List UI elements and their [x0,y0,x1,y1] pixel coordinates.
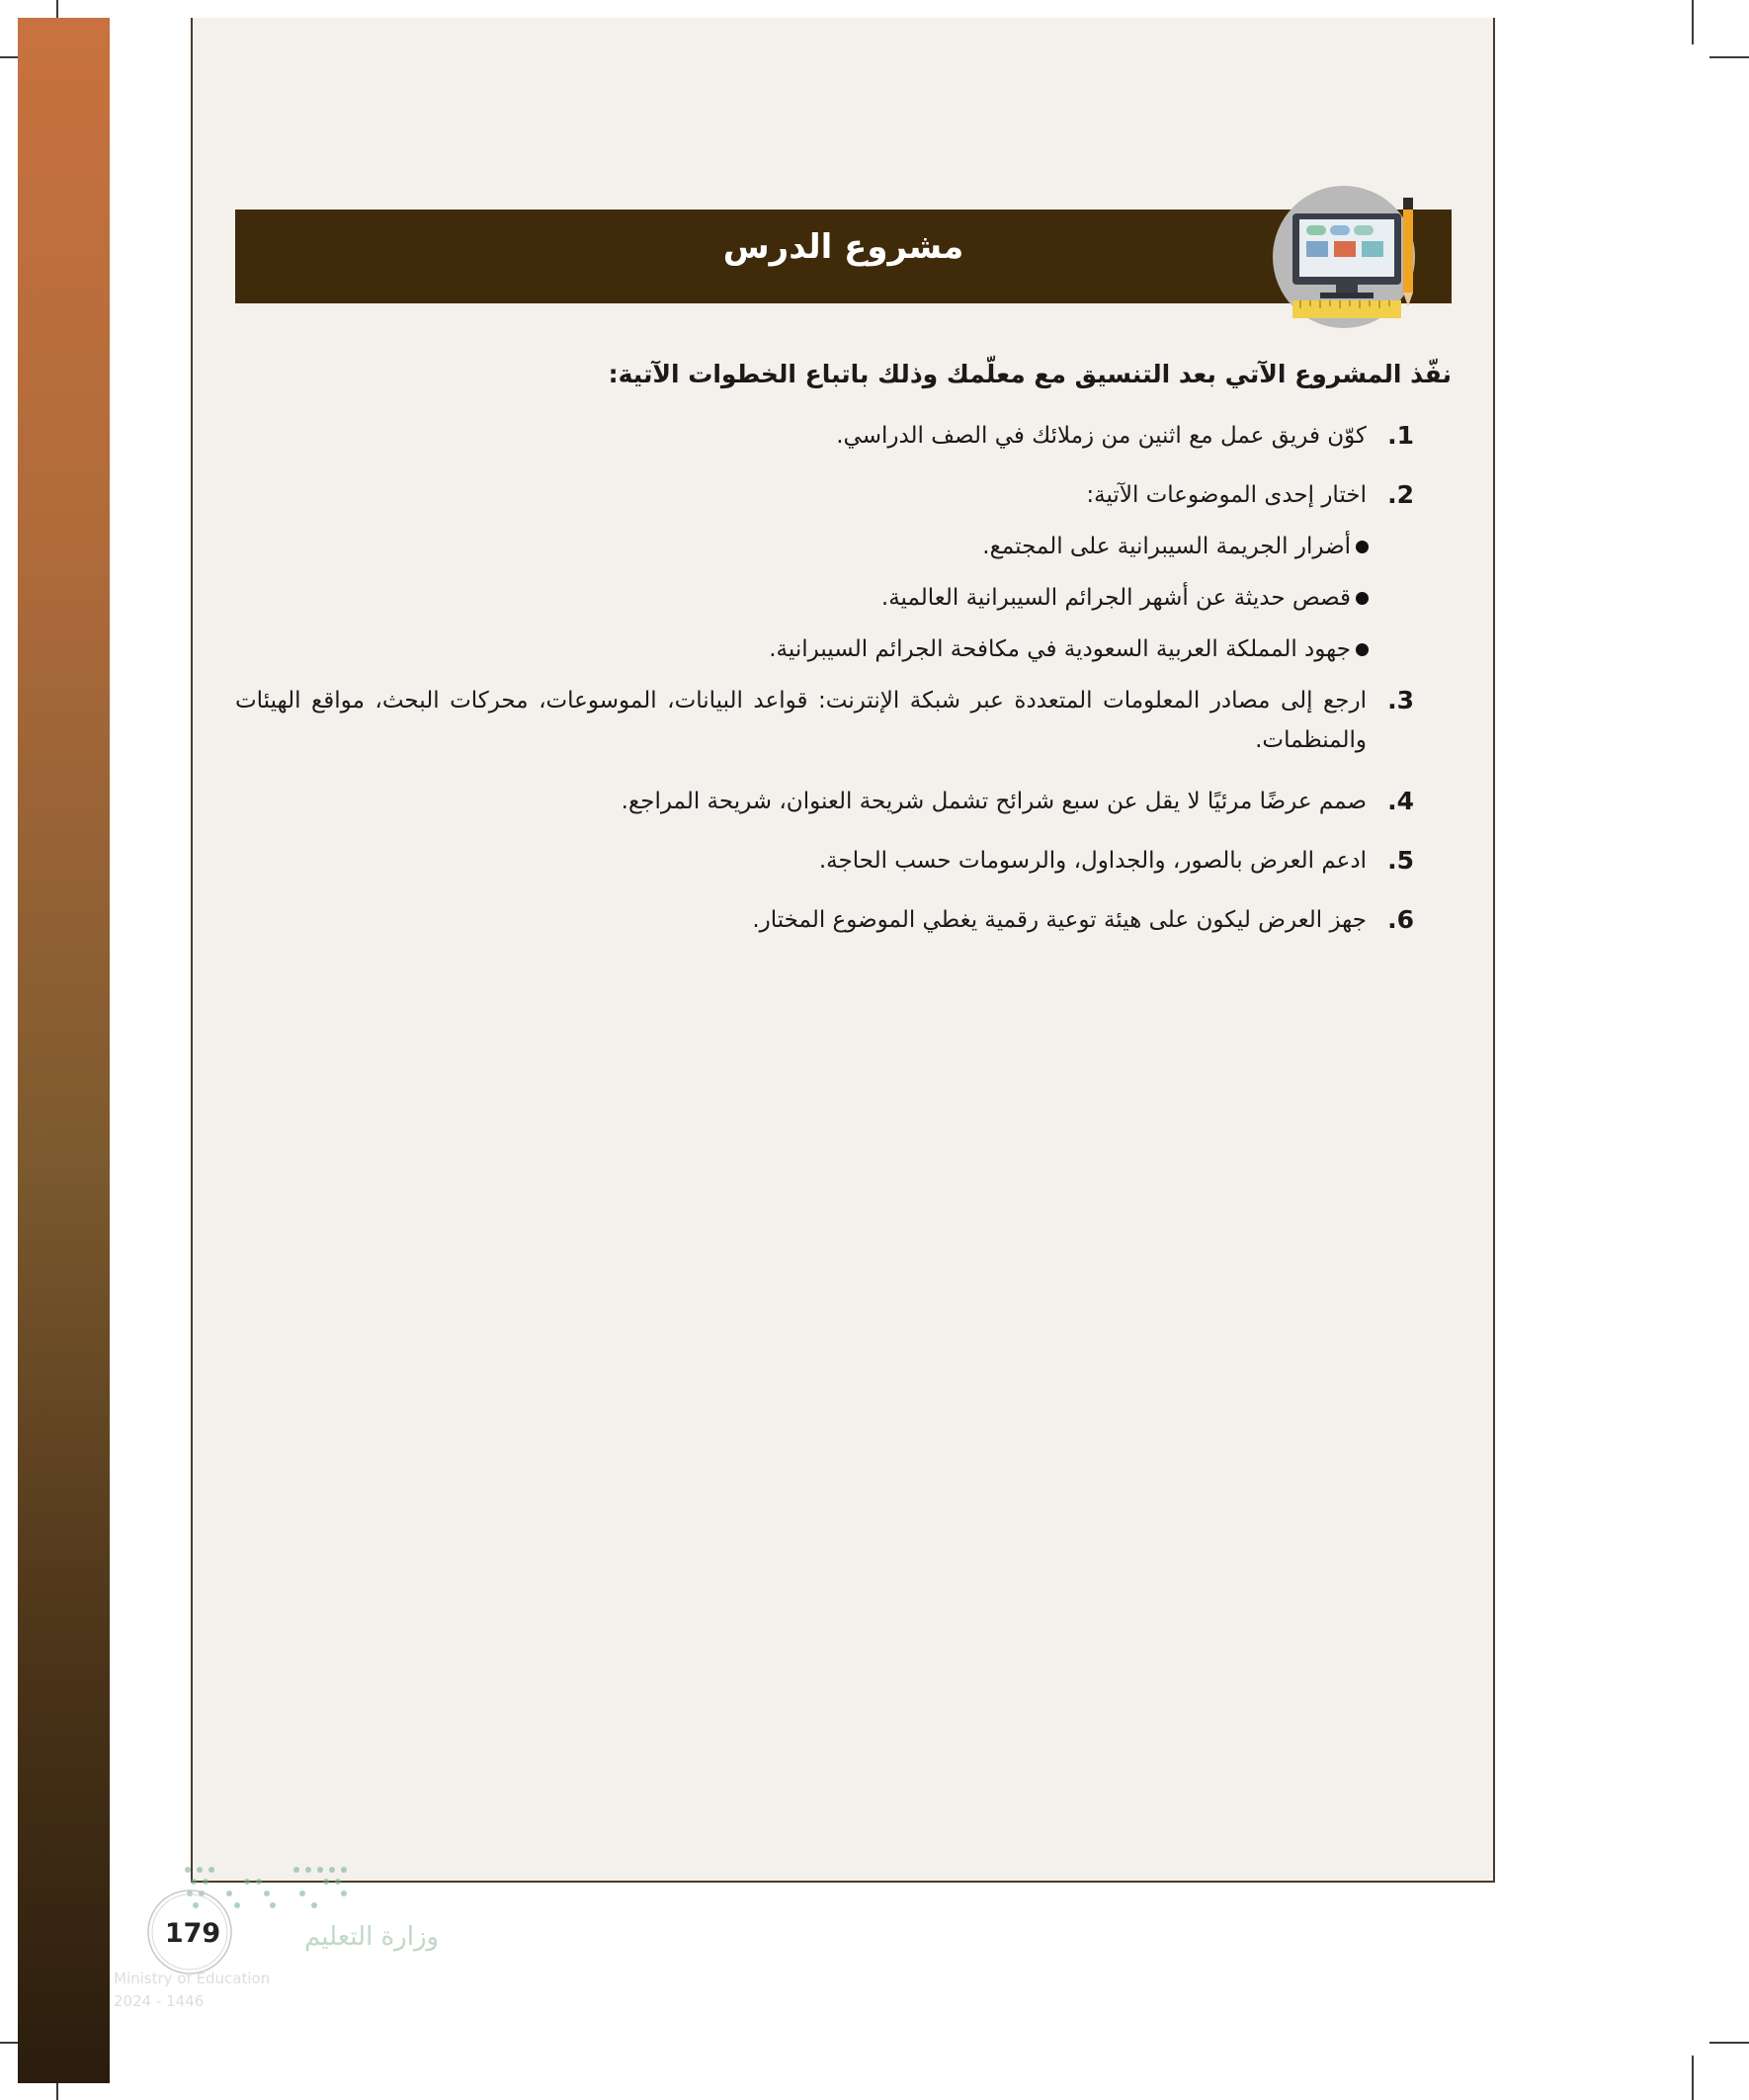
topic-item [235,630,1452,669]
watermark-arabic: وزارة التعليم [304,1922,440,1952]
ministry-watermark [99,1858,440,2026]
bullet-dot [1356,541,1369,553]
watermark-year: 2024 - 1446 [114,1992,205,2010]
step-item [235,782,1452,821]
topic-text: جهود المملكة العربية السعودية في مكافحة الجرائم السيبرانية. [769,636,1351,662]
step-number: 1. [1387,421,1414,450]
watermark-english: Ministry of Education [114,1970,271,1987]
page-number: 179 [164,1918,221,1949]
banner-title: مشروع الدرس [722,227,964,267]
topic-text: أضرار الجريمة السيبرانية على المجتمع. [982,534,1351,559]
step-item [235,416,1452,456]
crop-mark [1692,2056,1694,2100]
step-item [235,900,1452,940]
step-item [235,681,1452,760]
bullet-dot [1356,643,1369,656]
step-item [235,475,1452,515]
step-text: صمم عرضًا مرئيًا لا يقل عن سبع شرائح تشمل شريحة العنوان، شريحة المراجع. [621,789,1367,814]
topic-text: قصص حديثة عن أشهر الجرائم السيبرانية العالمية. [880,585,1351,611]
step-text: جهز العرض ليكون على هيئة توعية رقمية يغطي الموضوع المختار. [752,907,1367,933]
step-number: 6. [1387,905,1414,934]
step-text: ارجع إلى مصادر المعلومات المتعددة عبر شبكة الإنترنت: قواعد البيانات، الموسوعات، محركات البحث، مواقع الهيئات والمنظمات. [235,688,1367,753]
crop-mark [1709,2042,1749,2044]
intro-text: نفّذ المشروع الآتي بعد التنسيق مع معلّمك وذلك باتباع الخطوات الآتية: [608,360,1452,388]
bullet-dot [1356,592,1369,605]
project-content [235,351,1452,940]
lesson-project-banner [235,210,1452,303]
step-number: 2. [1387,480,1414,509]
crop-mark [1692,0,1694,44]
crop-mark [1709,56,1749,58]
step-number: 3. [1387,686,1414,714]
topic-item [235,578,1452,618]
step-number: 5. [1387,846,1414,875]
step-number: 4. [1387,787,1414,815]
topic-item [235,527,1452,566]
step-text: ادعم العرض بالصور، والجداول، والرسومات حسب الحاجة. [818,848,1367,874]
step-text: كوّن فريق عمل مع اثنين من زملائك في الصف الدراسي. [836,423,1367,449]
computer-project-icon [1273,184,1421,330]
side-color-strip [18,18,110,2083]
step-item [235,841,1452,881]
step-text: اختار إحدى الموضوعات الآتية: [1086,482,1367,508]
